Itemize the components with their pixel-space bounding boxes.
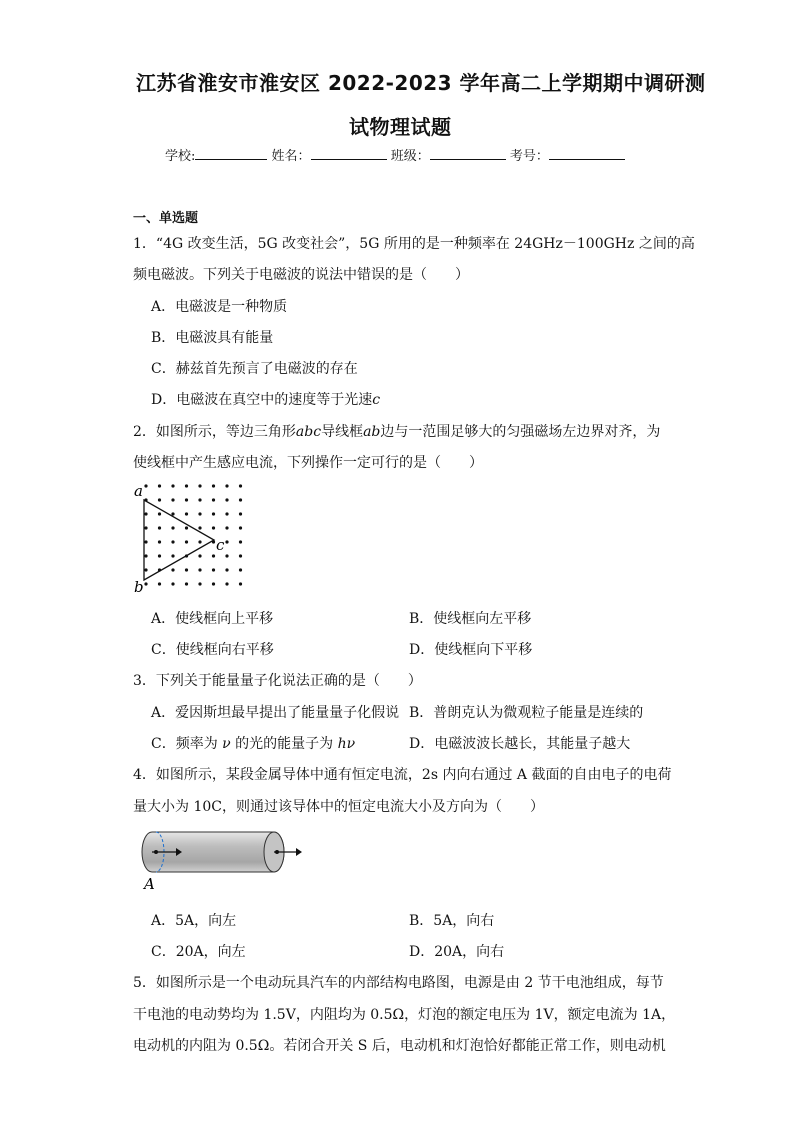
field-dot <box>198 540 201 543</box>
field-dot <box>185 568 188 571</box>
number-label: 考号： <box>509 149 549 164</box>
field-dot <box>198 484 201 487</box>
field-dot <box>225 512 228 515</box>
field-dot <box>158 582 161 585</box>
field-dot <box>198 526 201 529</box>
vertex-c-label: c <box>216 536 225 554</box>
title-line-1: 江苏省淮安市淮安区 2022-2023 学年高二上学期期中调研测 <box>136 71 706 95</box>
field-dot <box>144 512 147 515</box>
field-dot <box>185 484 188 487</box>
field-dot <box>212 512 215 515</box>
vertex-a-label: a <box>134 482 143 500</box>
field-dot <box>198 498 201 501</box>
field-dot <box>185 526 188 529</box>
q5-stem-line-2: 干电池的电动势均为 1.5V，内阻均为 0.5Ω，灯泡的额定电压为 1V，额定电流为 1A， <box>133 1007 676 1023</box>
school-label: 学校: <box>165 149 196 164</box>
electron-dot-right <box>275 850 279 854</box>
field-dot <box>239 568 242 571</box>
q4-stem-line-1: 4．如图所示，某段金属导体中通有恒定电流，2s 内向右通过 A 截面的自由电子的电荷 <box>133 767 672 783</box>
q3-c-text-1: C．频率为 <box>151 736 218 752</box>
q1-option-a[interactable]: A．电磁波是一种物质 <box>151 299 288 315</box>
field-dot <box>171 512 174 515</box>
field-dot <box>212 484 215 487</box>
student-info-line <box>165 145 625 164</box>
field-dot <box>198 554 201 557</box>
name-label: 姓名： <box>271 149 311 164</box>
field-dot <box>158 512 161 515</box>
q2-option-b[interactable]: B．使线框向左平移 <box>409 611 532 627</box>
field-dot <box>171 568 174 571</box>
q2-text-3: 边与一范围足够大的匀强磁场左边界对齐，为 <box>380 424 661 440</box>
field-dot <box>144 484 147 487</box>
field-dot <box>185 498 188 501</box>
field-dot <box>239 582 242 585</box>
triangle-frame <box>144 500 214 580</box>
q3-option-b[interactable]: B．普朗克认为微观粒子能量是连续的 <box>409 705 644 721</box>
current-arrow-right-head <box>296 848 302 856</box>
q4-figure <box>136 826 316 892</box>
field-dot <box>239 484 242 487</box>
field-dot <box>171 582 174 585</box>
q3-stem: 3．下列关于能量量子化说法正确的是（ ） <box>133 673 422 689</box>
q3-option-d[interactable]: D．电磁波波长越长，其能量子越大 <box>409 736 631 752</box>
field-dot <box>239 554 242 557</box>
field-dot <box>171 526 174 529</box>
field-dot <box>185 540 188 543</box>
section-heading: 一、单选题 <box>133 211 199 226</box>
field-dot <box>225 554 228 557</box>
field-dot <box>144 554 147 557</box>
field-dot <box>198 512 201 515</box>
field-dot <box>144 582 147 585</box>
q2-option-d[interactable]: D．使线框向下平移 <box>409 642 533 658</box>
field-dot <box>225 484 228 487</box>
q2-option-a[interactable]: A．使线框向上平移 <box>151 611 274 627</box>
q1-option-c[interactable]: C．赫兹首先预言了电磁波的存在 <box>151 361 358 377</box>
section-a-label: A <box>144 875 155 892</box>
q3-option-a[interactable]: A．爱因斯坦最早提出了能量量子化假说 <box>151 705 400 721</box>
number-blank[interactable] <box>549 147 625 160</box>
class-label: 班级： <box>390 149 430 164</box>
q4-stem-line-2: 量大小为 10C，则通过该导体中的恒定电流大小及方向为（ ） <box>133 799 544 815</box>
q1-stem-line-2: 频电磁波。下列关于电磁波的说法中错误的是（ ） <box>133 267 469 283</box>
field-dot <box>158 540 161 543</box>
magnetic-field-dots <box>144 484 242 585</box>
field-dot <box>239 526 242 529</box>
field-dot <box>158 498 161 501</box>
field-dot <box>212 498 215 501</box>
q3-c-hv: hν <box>337 736 356 752</box>
field-dot <box>239 512 242 515</box>
q2-text-1: 2．如图所示，等边三角形 <box>133 424 296 440</box>
q4-option-d[interactable]: D．20A，向右 <box>409 944 505 960</box>
q2-figure <box>128 480 248 596</box>
field-dot <box>144 568 147 571</box>
q2-option-c[interactable]: C．使线框向右平移 <box>151 642 274 658</box>
electron-dot-left <box>154 850 158 854</box>
field-dot <box>239 540 242 543</box>
field-dot <box>212 582 215 585</box>
field-dot <box>212 526 215 529</box>
q4-option-c[interactable]: C．20A，向左 <box>151 944 246 960</box>
q3-c-nu: ν <box>222 736 231 752</box>
field-dot <box>171 498 174 501</box>
q5-stem-line-1: 5．如图所示是一个电动玩具汽车的内部结构电路图，电源是由 2 节干电池组成，每节 <box>133 975 664 991</box>
field-dot <box>185 582 188 585</box>
vertex-b-label: b <box>134 578 144 596</box>
field-dot <box>225 540 228 543</box>
field-dot <box>198 582 201 585</box>
field-dot <box>158 526 161 529</box>
school-blank[interactable] <box>195 147 267 160</box>
field-dot <box>239 498 242 501</box>
q1-option-d-text: D．电磁波在真空中的速度等于光速 <box>151 392 373 408</box>
q4-option-b[interactable]: B．5A，向右 <box>409 913 495 929</box>
q4-option-a[interactable]: A．5A，向左 <box>151 913 237 929</box>
q2-text-2: 导线框 <box>321 424 364 440</box>
name-blank[interactable] <box>311 147 387 160</box>
field-dot <box>225 498 228 501</box>
field-dot <box>198 568 201 571</box>
field-dot <box>225 582 228 585</box>
q1-option-d[interactable] <box>151 389 380 409</box>
field-dot <box>158 484 161 487</box>
field-dot <box>225 568 228 571</box>
class-blank[interactable] <box>430 147 506 160</box>
field-dot <box>171 540 174 543</box>
q3-c-text-2: 的光的能量子为 <box>235 736 334 752</box>
q2-var-abc: abc <box>295 424 322 440</box>
field-dot <box>171 554 174 557</box>
q5-stem-line-3: 电动机的内阻为 0.5Ω。若闭合开关 S 后，电动机和灯泡恰好都能正常工作，则电动机 <box>133 1038 666 1054</box>
q1-option-d-variable: c <box>372 392 381 408</box>
q1-option-b[interactable]: B．电磁波具有能量 <box>151 330 274 346</box>
field-dot <box>212 554 215 557</box>
field-dot <box>185 512 188 515</box>
q2-stem-line-1 <box>133 421 660 441</box>
field-dot <box>144 526 147 529</box>
q3-option-c[interactable] <box>151 733 355 753</box>
q2-var-ab: ab <box>363 424 381 440</box>
title-line-2: 试物理试题 <box>349 115 452 139</box>
q1-stem-line-1: 1．“4G 改变生活，5G 改变社会”，5G 所用的是一种频率在 24GHz－100GHz 之间的高 <box>133 236 695 252</box>
field-dot <box>212 568 215 571</box>
field-dot <box>144 540 147 543</box>
field-dot <box>158 554 161 557</box>
q2-stem-line-2: 使线框中产生感应电流，下列操作一定可行的是（ ） <box>133 455 483 471</box>
field-dot <box>171 484 174 487</box>
field-dot <box>225 526 228 529</box>
